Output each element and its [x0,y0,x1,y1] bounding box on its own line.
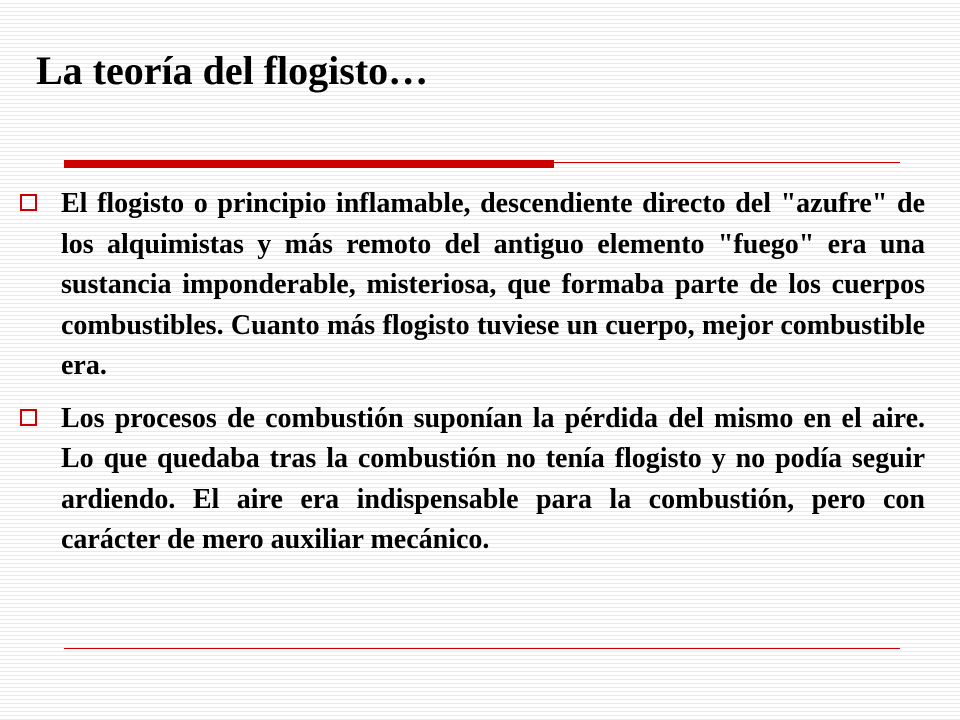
footer-rule [64,648,900,649]
bullet-list [20,184,925,573]
bullet-item [20,184,925,387]
bullet-item [20,399,925,561]
slide-title: La teoría del flogisto… [36,48,429,93]
bullet-text: Los procesos de combustión suponían la pérdida del mismo en el aire. Lo que quedaba tras la combustión no tenía flogisto y no podía seguir ardiendo. El aire era indispensable para la combustión, pero con carácter de mero auxiliar mecánico. [61,402,925,555]
hollow-square-bullet-icon [20,194,37,211]
title-underline-thick [64,160,554,168]
title-underline-thin [554,162,900,163]
bullet-text: El flogisto o principio inflamable, descendiente directo del "azufre" de los alquimistas y más remoto del antiguo elemento "fuego" era una sustancia imponderable, misteriosa, que formaba parte de los cuerpos combustibles. Cuanto más flogisto tuviese un cuerpo, mejor combustible era. [61,188,925,381]
hollow-square-bullet-icon [20,409,37,426]
